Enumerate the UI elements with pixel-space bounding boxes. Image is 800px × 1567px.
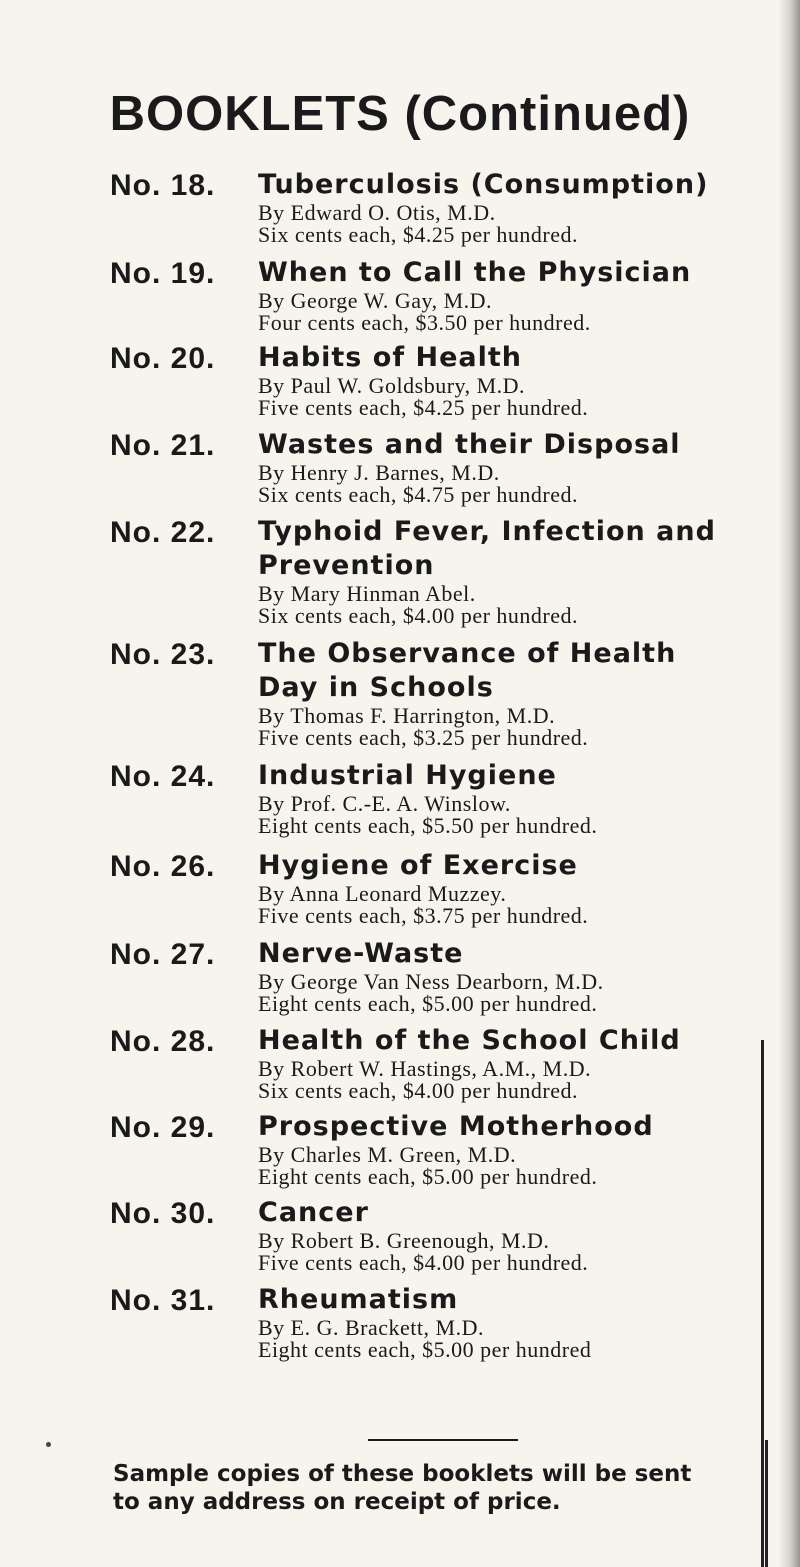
booklet-author: By George Van Ness Dearborn, M.D. [258,969,604,994]
booklet-title: Health of the School Child [258,1025,681,1056]
booklet-price: Eight cents each, $5.00 per hundred. [258,991,598,1016]
booklet-price: Four cents each, $3.50 per hundred. [258,310,591,335]
booklet-number: No. 28. [110,1025,216,1058]
footer-rule [368,1439,518,1441]
booklet-details [258,759,800,837]
booklet-price: Five cents each, $3.25 per hundred. [258,725,589,750]
booklet-author: By Paul W. Goldsbury, M.D. [258,373,526,398]
booklet-price: Six cents each, $4.00 per hundred. [258,603,579,628]
print-speck [46,1442,51,1447]
booklet-number: No. 24. [110,760,216,793]
booklet-price: Six cents each, $4.00 per hundred. [258,1078,579,1103]
booklet-details [258,1110,800,1188]
booklet-number: No. 19. [110,257,216,290]
booklet-details [258,1196,800,1274]
booklet-details [258,937,800,1015]
booklet-author: By Robert W. Hastings, A.M., M.D. [258,1056,592,1081]
booklet-title: Industrial Hygiene [258,760,557,791]
booklet-title: Tuberculosis (Consumption) [258,169,709,200]
booklet-price: Six cents each, $4.75 per hundred. [258,482,579,507]
booklet-title: Nerve-Waste [258,938,464,969]
booklet-title: The Observance of Health [258,638,677,669]
booklet-author: By Charles M. Green, M.D. [258,1142,517,1167]
booklet-author: By Prof. C.-E. A. Winslow. [258,791,511,816]
booklet-details [258,341,800,419]
booklet-number: No. 29. [110,1111,216,1144]
booklet-number: No. 23. [110,638,216,671]
booklet-number: No. 22. [110,516,216,549]
booklet-author: By Anna Leonard Muzzey. [258,881,507,906]
booklet-title: Prevention [258,550,435,581]
booklet-details [258,637,800,749]
booklet-author: By Robert B. Greenough, M.D. [258,1228,550,1253]
booklet-title: Day in Schools [258,672,494,703]
booklet-number: No. 20. [110,342,216,375]
footer-notice [113,1460,793,1516]
booklet-price: Eight cents each, $5.00 per hundred [258,1337,592,1362]
booklet-title: Wastes and their Disposal [258,429,681,460]
booklet-number: No. 30. [110,1197,216,1230]
booklet-author: By Henry J. Barnes, M.D. [258,460,500,485]
booklet-author: By Thomas F. Harrington, M.D. [258,703,556,728]
booklet-number: No. 31. [110,1284,216,1317]
booklet-details [258,428,800,506]
booklet-number: No. 26. [110,850,216,883]
booklet-price: Five cents each, $3.75 per hundred. [258,903,589,928]
booklet-details [258,515,800,627]
booklet-title: Hygiene of Exercise [258,850,578,881]
booklet-price: Eight cents each, $5.50 per hundred. [258,813,598,838]
booklet-details [258,849,800,927]
booklet-title: Habits of Health [258,342,522,373]
booklet-author: By Mary Hinman Abel. [258,581,476,606]
booklet-title: Typhoid Fever, Infection and [258,516,716,547]
page-heading: BOOKLETS (Continued) [109,87,691,141]
booklet-price: Eight cents each, $5.00 per hundred. [258,1164,598,1189]
booklet-details [258,1024,800,1102]
booklet-details [258,1283,800,1361]
booklet-title: Rheumatism [258,1284,459,1315]
booklet-details [258,256,800,334]
booklet-price: Five cents each, $4.25 per hundred. [258,395,589,420]
booklet-author: By George W. Gay, M.D. [258,288,493,313]
booklet-number: No. 27. [110,938,216,971]
booklet-number: No. 21. [110,429,216,462]
booklet-author: By E. G. Brackett, M.D. [258,1315,484,1340]
booklet-author: By Edward O. Otis, M.D. [258,200,496,225]
booklet-price: Five cents each, $4.00 per hundred. [258,1250,589,1275]
booklet-title: Cancer [258,1197,369,1228]
footer-line: to any address on receipt of price. [113,1489,561,1515]
booklet-price: Six cents each, $4.25 per hundred. [258,222,579,247]
booklet-title: Prospective Motherhood [258,1111,654,1142]
booklet-number: No. 18. [110,169,216,202]
footer-line: Sample copies of these booklets will be sent [113,1461,692,1487]
booklet-title: When to Call the Physician [258,257,692,288]
booklet-details [258,168,800,246]
